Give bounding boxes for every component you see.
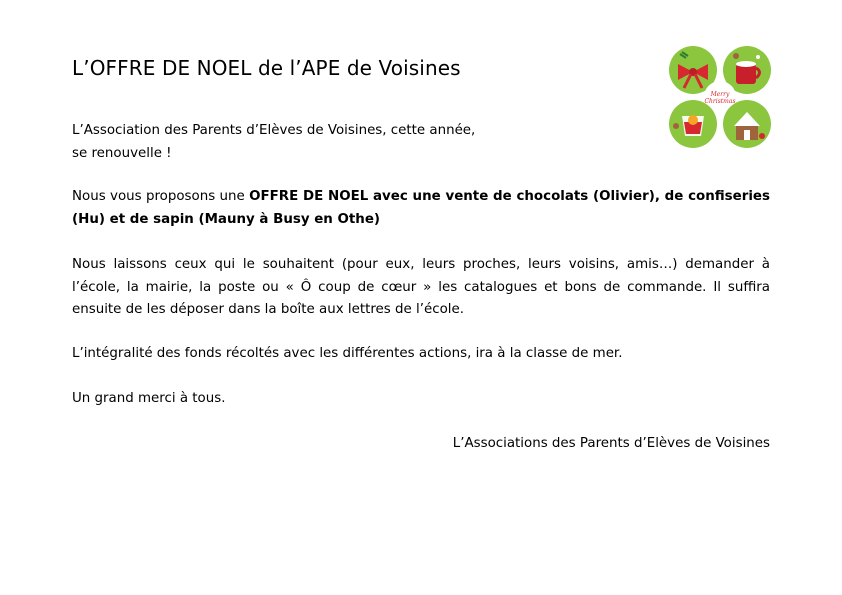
svg-text:Christmas: Christmas: [704, 98, 736, 105]
intro-line-2: se renouvelle !: [72, 145, 172, 161]
badge-text: Merry: [710, 91, 730, 98]
intro-line-1: L’Association des Parents d’Elèves de Voisines, cette année,: [72, 123, 476, 138]
gingerbread-house-badge-icon: [723, 100, 771, 148]
catalog-paragraph: Nous laissons ceux qui le souhaitent (pour eux, leurs proches, leurs voisins, amis…) demander à l’école, la mairie, la poste ou « Ô coup de cœur » les catalogues et bons de commande. Il suffira ensuite de les déposer dans la boîte aux lettres de l’école.: [72, 257, 770, 317]
funds-paragraph: L’intégralité des fonds récoltés avec les différentes actions, ira à la classe de mer.: [72, 346, 623, 361]
page-title: L’OFFRE DE NOEL de l’APE de Voisines: [72, 56, 461, 80]
offer-highlight: OFFRE DE NOEL avec une vente de chocolats (Olivier), de confiseries (Hu) et de sapin (Mauny à Busy en Othe): [72, 189, 770, 227]
mulled-wine-badge-icon: [669, 100, 717, 148]
christmas-badges-image: [666, 44, 774, 150]
offer-paragraph: [72, 186, 770, 231]
signature: L’Associations des Parents d’Elèves de Voisines: [452, 436, 770, 451]
intro-paragraph: [72, 120, 532, 165]
offer-prefix: Nous vous proposons une: [72, 189, 250, 204]
christmas-illustration: [666, 44, 774, 150]
thanks-paragraph: Un grand merci à tous.: [72, 391, 226, 406]
